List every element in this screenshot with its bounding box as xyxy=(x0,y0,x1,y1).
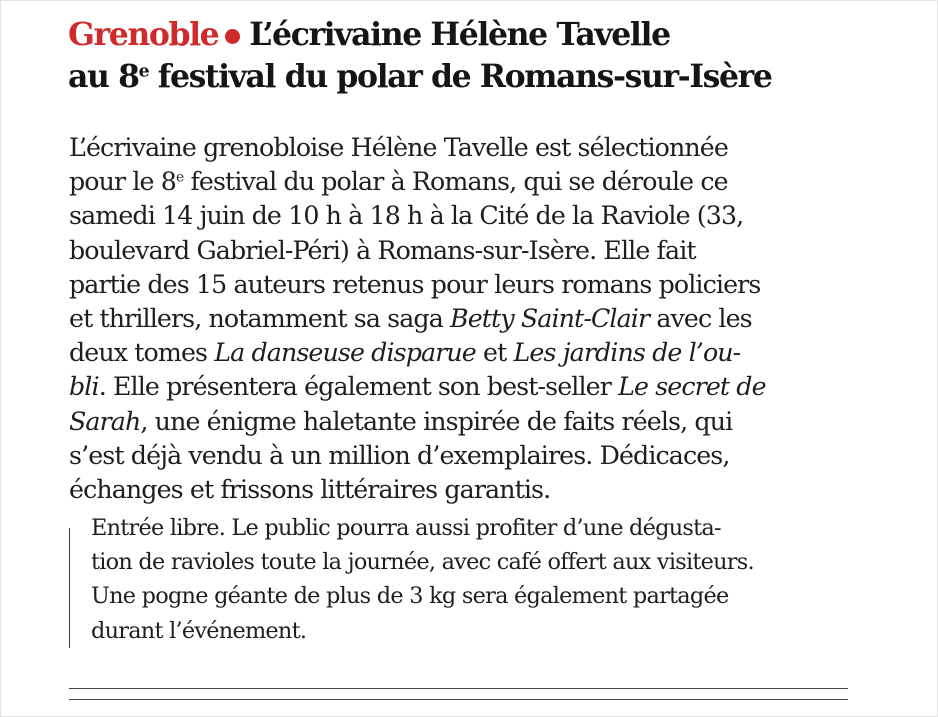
article-body xyxy=(69,131,909,507)
headline-title-part3: festival du polar de Romans-sur-Isère xyxy=(148,58,772,95)
body-line: s’est déjà vendu à un million d’exemplaires. Dédicaces, xyxy=(69,440,730,470)
headline-title-part1: L’écrivaine Hélène Tavelle xyxy=(249,16,670,53)
body-text-segment: . Elle présentera également son best-seller xyxy=(98,372,619,402)
body-text-segment: deux tomes xyxy=(69,338,215,368)
body-text-segment: festival du polar à Romans, qui se déroule ce xyxy=(183,167,728,197)
bottom-divider xyxy=(69,688,848,689)
book-title-saga: Betty Saint-Clair xyxy=(450,303,650,333)
aside-line: durant l’événement. xyxy=(91,617,307,644)
body-text-segment: pour le 8 xyxy=(69,167,176,197)
book-title: Sarah xyxy=(69,406,141,436)
body-line: partie des 15 auteurs retenus pour leurs romans policiers xyxy=(69,269,761,299)
body-superscript: e xyxy=(175,169,184,186)
aside-line: Une pogne géante de plus de 3 kg sera également partagée xyxy=(91,583,729,610)
body-line xyxy=(69,165,909,199)
body-line: échanges et frissons littéraires garantis. xyxy=(69,474,551,504)
aside-line: Entrée libre. Le public pourra aussi profiter d’une dégusta- xyxy=(91,515,721,541)
body-text-segment: et xyxy=(475,338,514,368)
bottom-divider xyxy=(69,699,848,700)
body-text-segment: et thrillers, notamment sa saga xyxy=(69,303,451,333)
kicker-bullet-icon xyxy=(225,29,240,44)
body-line xyxy=(69,405,909,439)
body-line: boulevard Gabriel-Péri) à Romans-sur-Isère. Elle fait xyxy=(69,235,696,265)
book-title: bli xyxy=(69,372,99,402)
body-line xyxy=(69,302,909,336)
info-aside-text xyxy=(91,511,754,648)
kicker-city: Grenoble xyxy=(68,16,219,53)
headline-superscript: e xyxy=(138,61,149,82)
headline-line-1 xyxy=(68,14,908,56)
body-line: samedi 14 juin de 10 h à 18 h à la Cité de la Raviole (33, xyxy=(69,201,744,231)
article-headline xyxy=(68,14,908,98)
info-aside xyxy=(69,515,870,648)
body-line xyxy=(69,370,909,404)
body-text-segment: avec les xyxy=(649,303,752,333)
body-line: L’écrivaine grenobloise Hélène Tavelle est sélectionnée xyxy=(69,133,728,162)
body-text-segment: , une énigme haletante inspirée de faits réels, qui xyxy=(140,406,733,436)
book-title: La danseuse disparue xyxy=(214,338,476,368)
book-title: Les jardins de l’ou- xyxy=(513,338,741,368)
aside-line: tion de ravioles toute la journée, avec café offert aux visiteurs. xyxy=(91,549,754,576)
book-title: Le secret de xyxy=(618,372,766,402)
body-line xyxy=(69,336,909,370)
headline-line-2 xyxy=(68,56,908,98)
headline-title-part2: au 8 xyxy=(68,58,139,95)
